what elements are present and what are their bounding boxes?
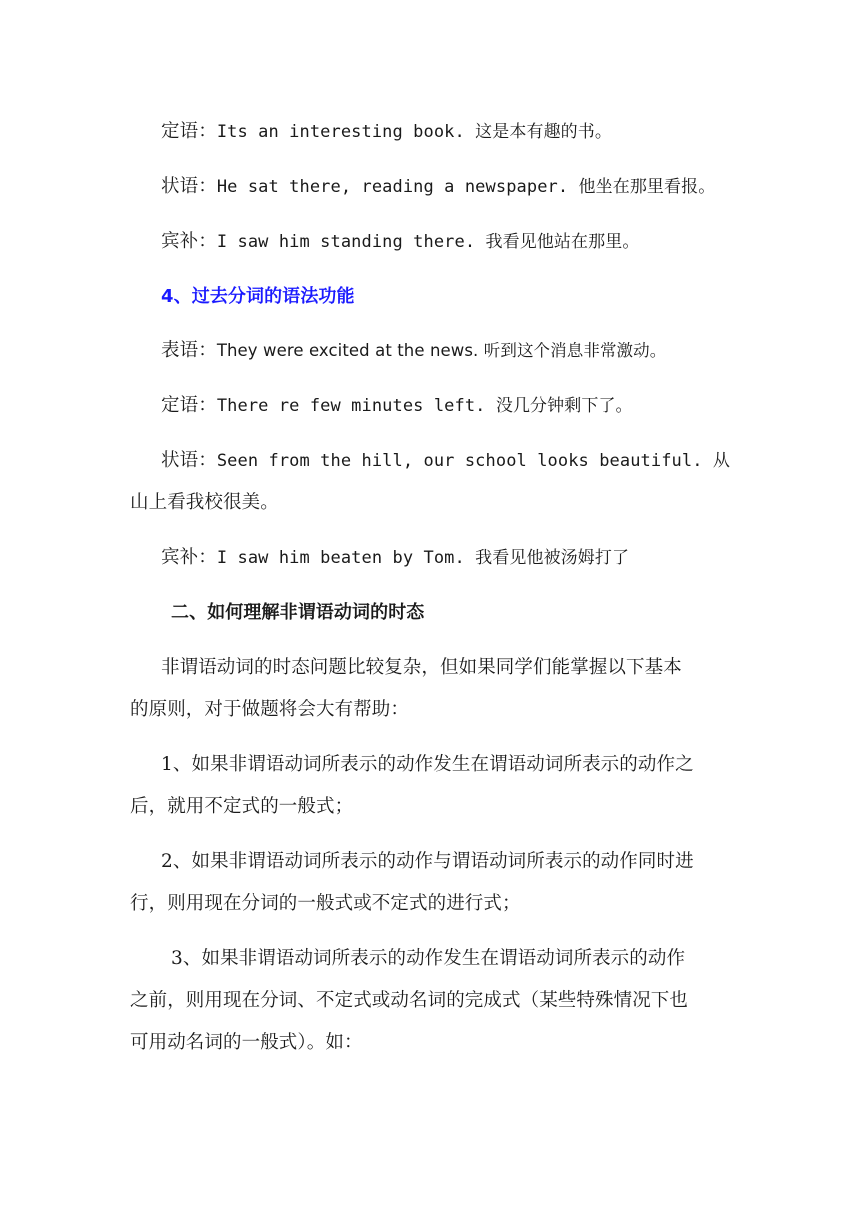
example-text: Its an interesting book. 这是本有趣的书。 [216, 122, 612, 142]
label: 表语： [161, 340, 217, 361]
label: 状语： [161, 176, 217, 197]
example-text: Seen from the hill, our school looks beautiful. 从 [216, 451, 730, 471]
rule3-line2: 之前，则用现在分词、不定式或动名词的完成式（某些特殊情况下也 [130, 990, 689, 1011]
rule2-line2: 行，则用现在分词的一般式或不定式的进行式； [130, 893, 521, 914]
example-text: I saw him beaten by Tom. 我看见他被汤姆打了 [216, 548, 630, 568]
attributive-example-past [161, 393, 633, 419]
adverbial-example-present [161, 174, 715, 200]
label: 状语： [161, 450, 217, 471]
predicative-example-past [161, 338, 666, 364]
label: 定语： [161, 121, 217, 142]
adverbial-example-past [161, 448, 730, 474]
attributive-example-present [161, 119, 612, 145]
rule3-line1: 3、如果非谓语动词所表示的动作发生在谓语动词所表示的动作 [171, 948, 686, 969]
intro-paragraph-line2: 的原则，对于做题将会大有帮助： [130, 699, 410, 720]
section4-heading: 4、过去分词的语法功能 [161, 286, 355, 307]
example-text: They were excited at the news. 听到这个消息非常激动。 [216, 341, 667, 360]
label: 宾补： [161, 547, 217, 568]
example-text: I saw him standing there. 我看见他站在那里。 [216, 232, 640, 252]
rule3-line3: 可用动名词的一般式）。如： [130, 1032, 363, 1053]
rule1-line2: 后，就用不定式的一般式； [130, 796, 354, 817]
adverbial-example-past-continued: 山上看我校很美。 [130, 492, 279, 513]
complement-example-past [161, 545, 629, 571]
rule2-line1: 2、如果非谓语动词所表示的动作与谓语动词所表示的动作同时进 [161, 851, 694, 872]
label: 定语： [161, 395, 217, 416]
complement-example-present [161, 229, 639, 255]
part2-heading: 二、如何理解非谓语动词的时态 [171, 602, 425, 623]
example-text: He sat there, reading a newspaper. 他坐在那里看报。 [216, 177, 716, 197]
example-text: There re few minutes left. 没几分钟剩下了。 [216, 396, 633, 416]
intro-paragraph-line1: 非谓语动词的时态问题比较复杂，但如果同学们能掌握以下基本 [161, 657, 682, 678]
rule1-line1: 1、如果非谓语动词所表示的动作发生在谓语动词所表示的动作之 [161, 754, 694, 775]
label: 宾补： [161, 231, 217, 252]
